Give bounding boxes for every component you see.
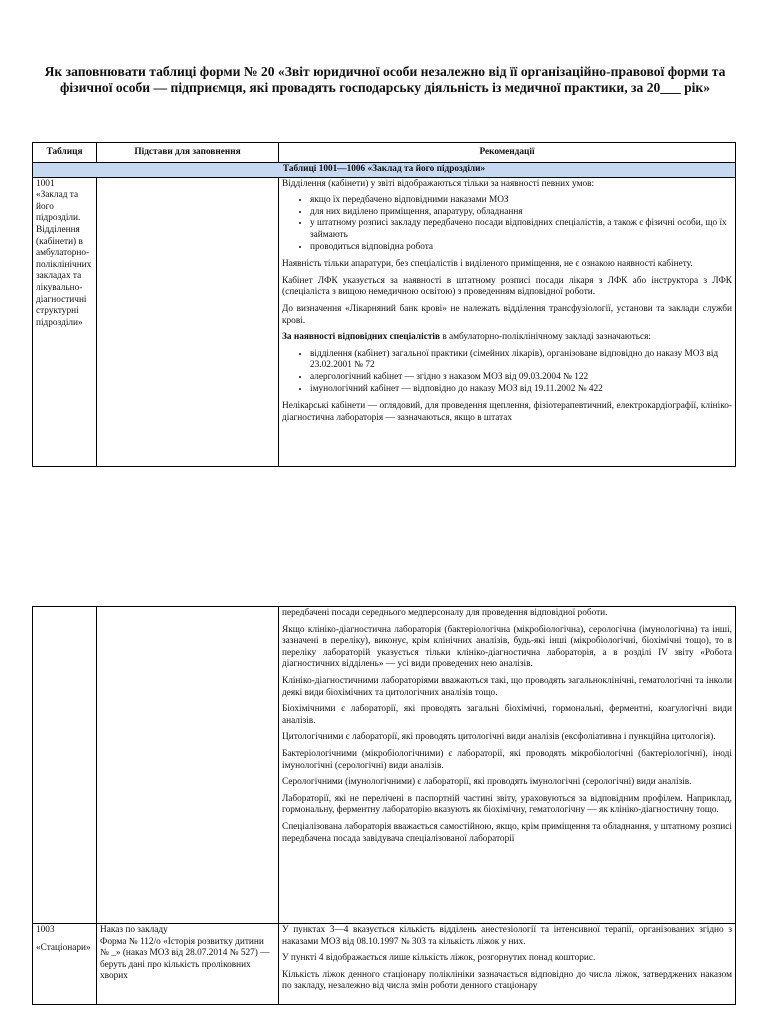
paragraph: Кількість ліжок денного стаціонару поліклініки зазначається відповідно до числа ліжок, затверджених наказом по закладу, незалежно від числа змін роботи денного стаціонару [282, 969, 732, 992]
recommendation-cell [279, 924, 736, 1005]
list-item: • імунологічний кабінет — відповідно до наказу МОЗ від 19.11.2002 № 422 [310, 384, 732, 396]
table-code: 1003 [36, 925, 55, 935]
table-code-cell [33, 924, 97, 1005]
paragraph: Якщо клініко-діагностична лабораторія (бактеріологічна (мікробіологічна), серологічна (імунологічна) та інші, зазначені в переліку), виконує, крім клінічних аналізів, будь-які інші (мікробіологічні, біохімічні тощо), то в переліку лабораторій указується тільки клініко-діагностична лабораторія, а в розділі IV звіту «Робота діагностичних відділень» — усі види проведених нею аналізів. [282, 624, 732, 670]
table-name: «Заклад та його підрозділи. Відділення (кабінети) в амбулаторно-поліклінічних закладах та лікувально-діагностичні структурні підрозділи» [36, 190, 92, 328]
section-title: Таблиці 1001—1006 «Заклад та його підрозділи» [33, 163, 736, 178]
paragraph: Клініко-діагностичними лабораторіями вважаються такі, що проводять загальноклінічні, гематологічні та інколи деякі види біохімічних та цитологічних аналізів тощо. [282, 675, 732, 698]
table-row [33, 177, 736, 466]
document-page-2 [0, 606, 768, 1024]
paragraph: Наявність тільки апаратури, без спеціалістів і виділеного приміщення, не є ознакою наявності кабінету. [282, 259, 693, 270]
header-basis: Підстави для заповнення [97, 143, 279, 163]
paragraph: Нелікарські кабінети — оглядовий, для проведення щеплення, фізіотерапевтичний, електрокардіографії, клініко-діагностична лабораторія — зазначаються, якщо в штатах [282, 401, 732, 423]
basis-text: Наказ по закладу [100, 925, 168, 935]
list-item: • у штатному розписі закладу передбачено посади відповідних спеціалістів, а також є фізичні особи, що їх займають [310, 218, 732, 241]
paragraph: Бактеріологічними (мікробіологічними) є лабораторії, які проводять мікробіологічні (бактеріологічні), іноді імунологічні (серологічні) види аналізів. [282, 748, 732, 771]
paragraph [282, 332, 732, 344]
conditions-list [282, 195, 732, 253]
table-header-row [33, 143, 736, 163]
list-item: • проводиться відповідна робота [310, 242, 732, 254]
table-code: 1001 [36, 178, 55, 189]
paragraph: передбачені посади середнього медперсоналу для проведення відповідної роботи. [282, 608, 608, 618]
header-recommendations: Рекомендації [279, 143, 736, 163]
basis-cell [97, 607, 279, 924]
paragraph: До визначення «Лікарняний банк крові» не належать відділення трансфузіології, установи та заклади служби крові. [282, 303, 732, 326]
recommendations-table-continued [32, 606, 736, 1005]
departments-list [282, 349, 732, 395]
list-item: • якщо їх передбачено відповідними наказами МОЗ [310, 195, 732, 207]
recommendation-cell [279, 177, 736, 466]
recommendation-cell [279, 607, 736, 924]
section-row [33, 163, 736, 178]
basis-cell [97, 924, 279, 1005]
table-code-cell [33, 177, 97, 466]
paragraph: Спеціалізована лабораторія вважається самостійною, якщо, крім приміщення та обладнання, у штатному розписі передбачена посада завідувача спеціалізованої лабораторії [282, 821, 732, 844]
paragraph: Кабінет ЛФК указується за наявності в штатному розписі посади лікаря з ЛФК або інструктора з ЛФК (спеціаліста з вищою немедичною освітою) з проведенням відповідної роботи. [282, 275, 732, 298]
document-title: Як заповнювати таблиці форми № 20 «Звіт юридичної особи незалежно від її організаційно-правової форми та фізичної особи — підприємця, які провадять господарську діяльність із медичної практики, за 20___ рік» [44, 64, 726, 95]
paragraph: У пункті 4 відображається лише кількість ліжок, розгорнутих понад кошторис. [282, 953, 596, 964]
paragraph: У пунктах 3—4 вказується кількість відділень анестезіології та інтенсивної терапії, організованих згідно з наказами МОЗ від 08.10.1997 № 303 та кількість ліжок у них. [282, 925, 732, 947]
paragraph: Серологічними (імунологічними) є лабораторії, які проводять імунологічні (серологічні) види аналізів. [282, 777, 692, 788]
document-page-1 [0, 0, 768, 480]
list-item: • алергологічний кабінет — згідно з наказом МОЗ від 09.03.2004 № 122 [310, 372, 732, 384]
basis-text: Форма № 112/о «Історія розвитку дитини № _» (наказ МОЗ від 28.07.2014 № 527) — беруть дані про кількість проліковних хворих [100, 936, 270, 982]
text: в амбулаторно-поліклінічному закладі зазначаються: [440, 332, 651, 343]
paragraph: Відділення (кабінети) у звіті відображаються тільки за наявності певних умов: [282, 178, 595, 189]
header-table: Таблиця [33, 143, 97, 163]
bold-text: За наявності відповідних спеціалістів [282, 332, 440, 343]
list-item: • відділення (кабінет) загальної практики (сімейних лікарів), організоване відповідно до наказу МОЗ від 23.02.2001 № 72 [310, 349, 732, 372]
paragraph: Біохімічними є лабораторії, які проводять загальні біохімічні, гормональні, ферментні, коагулогічні види аналізів. [282, 704, 732, 726]
table-row [33, 924, 736, 1005]
paragraph: Цитологічними є лабораторії, які проводять цитологічні види аналізів (ексфоліативна і пункційна цитологія). [282, 732, 716, 743]
paragraph: Лабораторії, які не перелічені в паспортній частині звіту, ураховуються за відповідним профілем. Наприклад, гормональну, ферментну лабораторію вказують як біохімічну, гематологічну — як клініко-діагностичну тощо. [282, 793, 732, 816]
table-name: «Стаціонари» [36, 942, 91, 953]
recommendations-table [32, 142, 736, 467]
list-item: • для них виділено приміщення, апаратуру, обладнання [310, 207, 732, 219]
table-code-cell [33, 607, 97, 924]
basis-cell [97, 177, 279, 466]
table-row [33, 607, 736, 924]
